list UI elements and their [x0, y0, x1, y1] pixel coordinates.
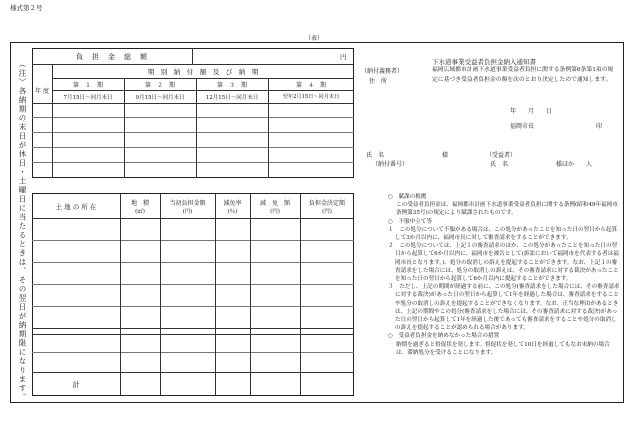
seal-mark: 印 [596, 123, 603, 130]
period-2: 第 ２ 期 [144, 82, 175, 89]
honorific: 様 [442, 152, 449, 159]
sec1-body: この受益者負担金は、福岡都市計画下水道事業受益者負担に関する条例(昭和49年福岡市条例第35号)の規定により賦課されたものです。 [396, 202, 618, 217]
col-final: 負担金決定額 [308, 200, 345, 207]
address-label: 住 所 [369, 78, 388, 85]
col-initial-unit: (円) [182, 209, 193, 215]
col-reduction-amount-unit: (円) [270, 209, 280, 215]
mayor-label: 福岡市長 [510, 123, 535, 130]
sec1-title: ○ 賦課の根拠 [388, 194, 427, 200]
item-3: ３ ただし、上記の期間が経過する前に、この処分(審査請求をした場合には、その審査請求に対する裁決)があった日の翌日から起算して1年を経過した場合は、審査請求をすることや処分の取消しの訴えを提起することができなくなります。なお、正当な理由があるときは、上記の期間やこの処分(審査請求をした場合には、その審査請求に対する裁決)があった日の翌日から起算して1年を経過した後であっても審査請求をすることや処分の取消しの訴えを提起することが認められる場合があります。 [388, 284, 620, 332]
sec2-title: ○ 不服申立て等 [388, 218, 433, 225]
col-area: 地 積 [130, 200, 149, 207]
sec3-body: 納期を過ぎると督促状を発します。督促状を発して10日を経過してもなお未納の場合は、滞納処分を受けることになります。 [396, 341, 610, 356]
beneficiary-suffix: 様ほか 人 [556, 161, 593, 168]
deadline-3: 12月15日～同月末日 [205, 95, 259, 101]
period-4: 第 ４ 期 [295, 82, 326, 89]
name-label: 氏 名 [366, 152, 385, 159]
col-area-unit: (㎡) [135, 209, 145, 215]
col-final-unit: (円) [322, 209, 332, 215]
total-yen: 円 [340, 53, 347, 61]
vertical-note: （注）各納期の末日が休日・土曜日に当たるときは、その翌日が納期限になります。 [18, 60, 27, 402]
notice-title: 下水道事業受益者負担金納入通知書 [432, 58, 536, 66]
col-initial: 当初負担金額 [169, 200, 206, 207]
notice-body: 福岡広域都市計画下水道事業受益者負担に関する条例第6条第1項の規定に基づき受益者負担金の額を次のとおり決定したので通知します。 [432, 67, 614, 83]
total-label: 計 [72, 381, 80, 389]
col-reduction-amount: 減 免 額 [259, 200, 290, 207]
beneficiary-label: （受益者） [486, 152, 517, 159]
col-reduction-rate-unit: (％) [227, 209, 238, 215]
payer-number-label: （納付番号） [372, 161, 409, 168]
form-number: 様式第２号 [10, 4, 43, 12]
notice-date: 年 月 日 [510, 108, 553, 115]
period-1: 第 １ 期 [72, 82, 103, 89]
sec3-title: ○ 受益者負担金を納めなかった場合の措置 [388, 333, 500, 340]
total-amount-label: 負 担 金 総 額 [76, 53, 148, 61]
col-reduction-rate: 減免率 [223, 200, 242, 207]
explanation [388, 193, 620, 357]
land-table [32, 193, 354, 396]
beneficiary-name-label: 氏 名 [490, 161, 509, 168]
item-1: １ この処分について不服がある場合は、この処分があったことを知った日の翌日から起算して3か月以内に、福岡市長に対して審査請求をすることができます。 [388, 226, 618, 242]
breakdown-label: 期 別 納 付 額 及 び 納 期 [147, 68, 259, 76]
side-label: （表） [305, 35, 324, 42]
deadline-1: 7月15日～同月末日 [63, 95, 113, 101]
payer-label: （納付義務者） [361, 68, 404, 75]
period-3: 第 ３ 期 [216, 82, 247, 89]
fiscal-year-label: 年 度 [35, 88, 49, 95]
deadline-4: 翌年2月15日～同月末日 [282, 94, 340, 100]
item-2: ２ この処分については、上記１の審査請求のほか、この処分があったことを知った日の翌日から起算して6か月以内に、福岡市を被告として(訴訟において福岡市を代表する者は福岡市長となります。)、処分の取消しの訴えを提起することができます。なお、上記１の審査請求をした場合には、処分の取消しの訴えは、その審査請求に対する裁決があったことを知った日の翌日から起算して6か月以内に提起することができます。 [388, 243, 619, 283]
col-location: 土 地 の 所 在 [55, 203, 97, 211]
deadline-2: 9月15日～同月末日 [135, 95, 185, 101]
